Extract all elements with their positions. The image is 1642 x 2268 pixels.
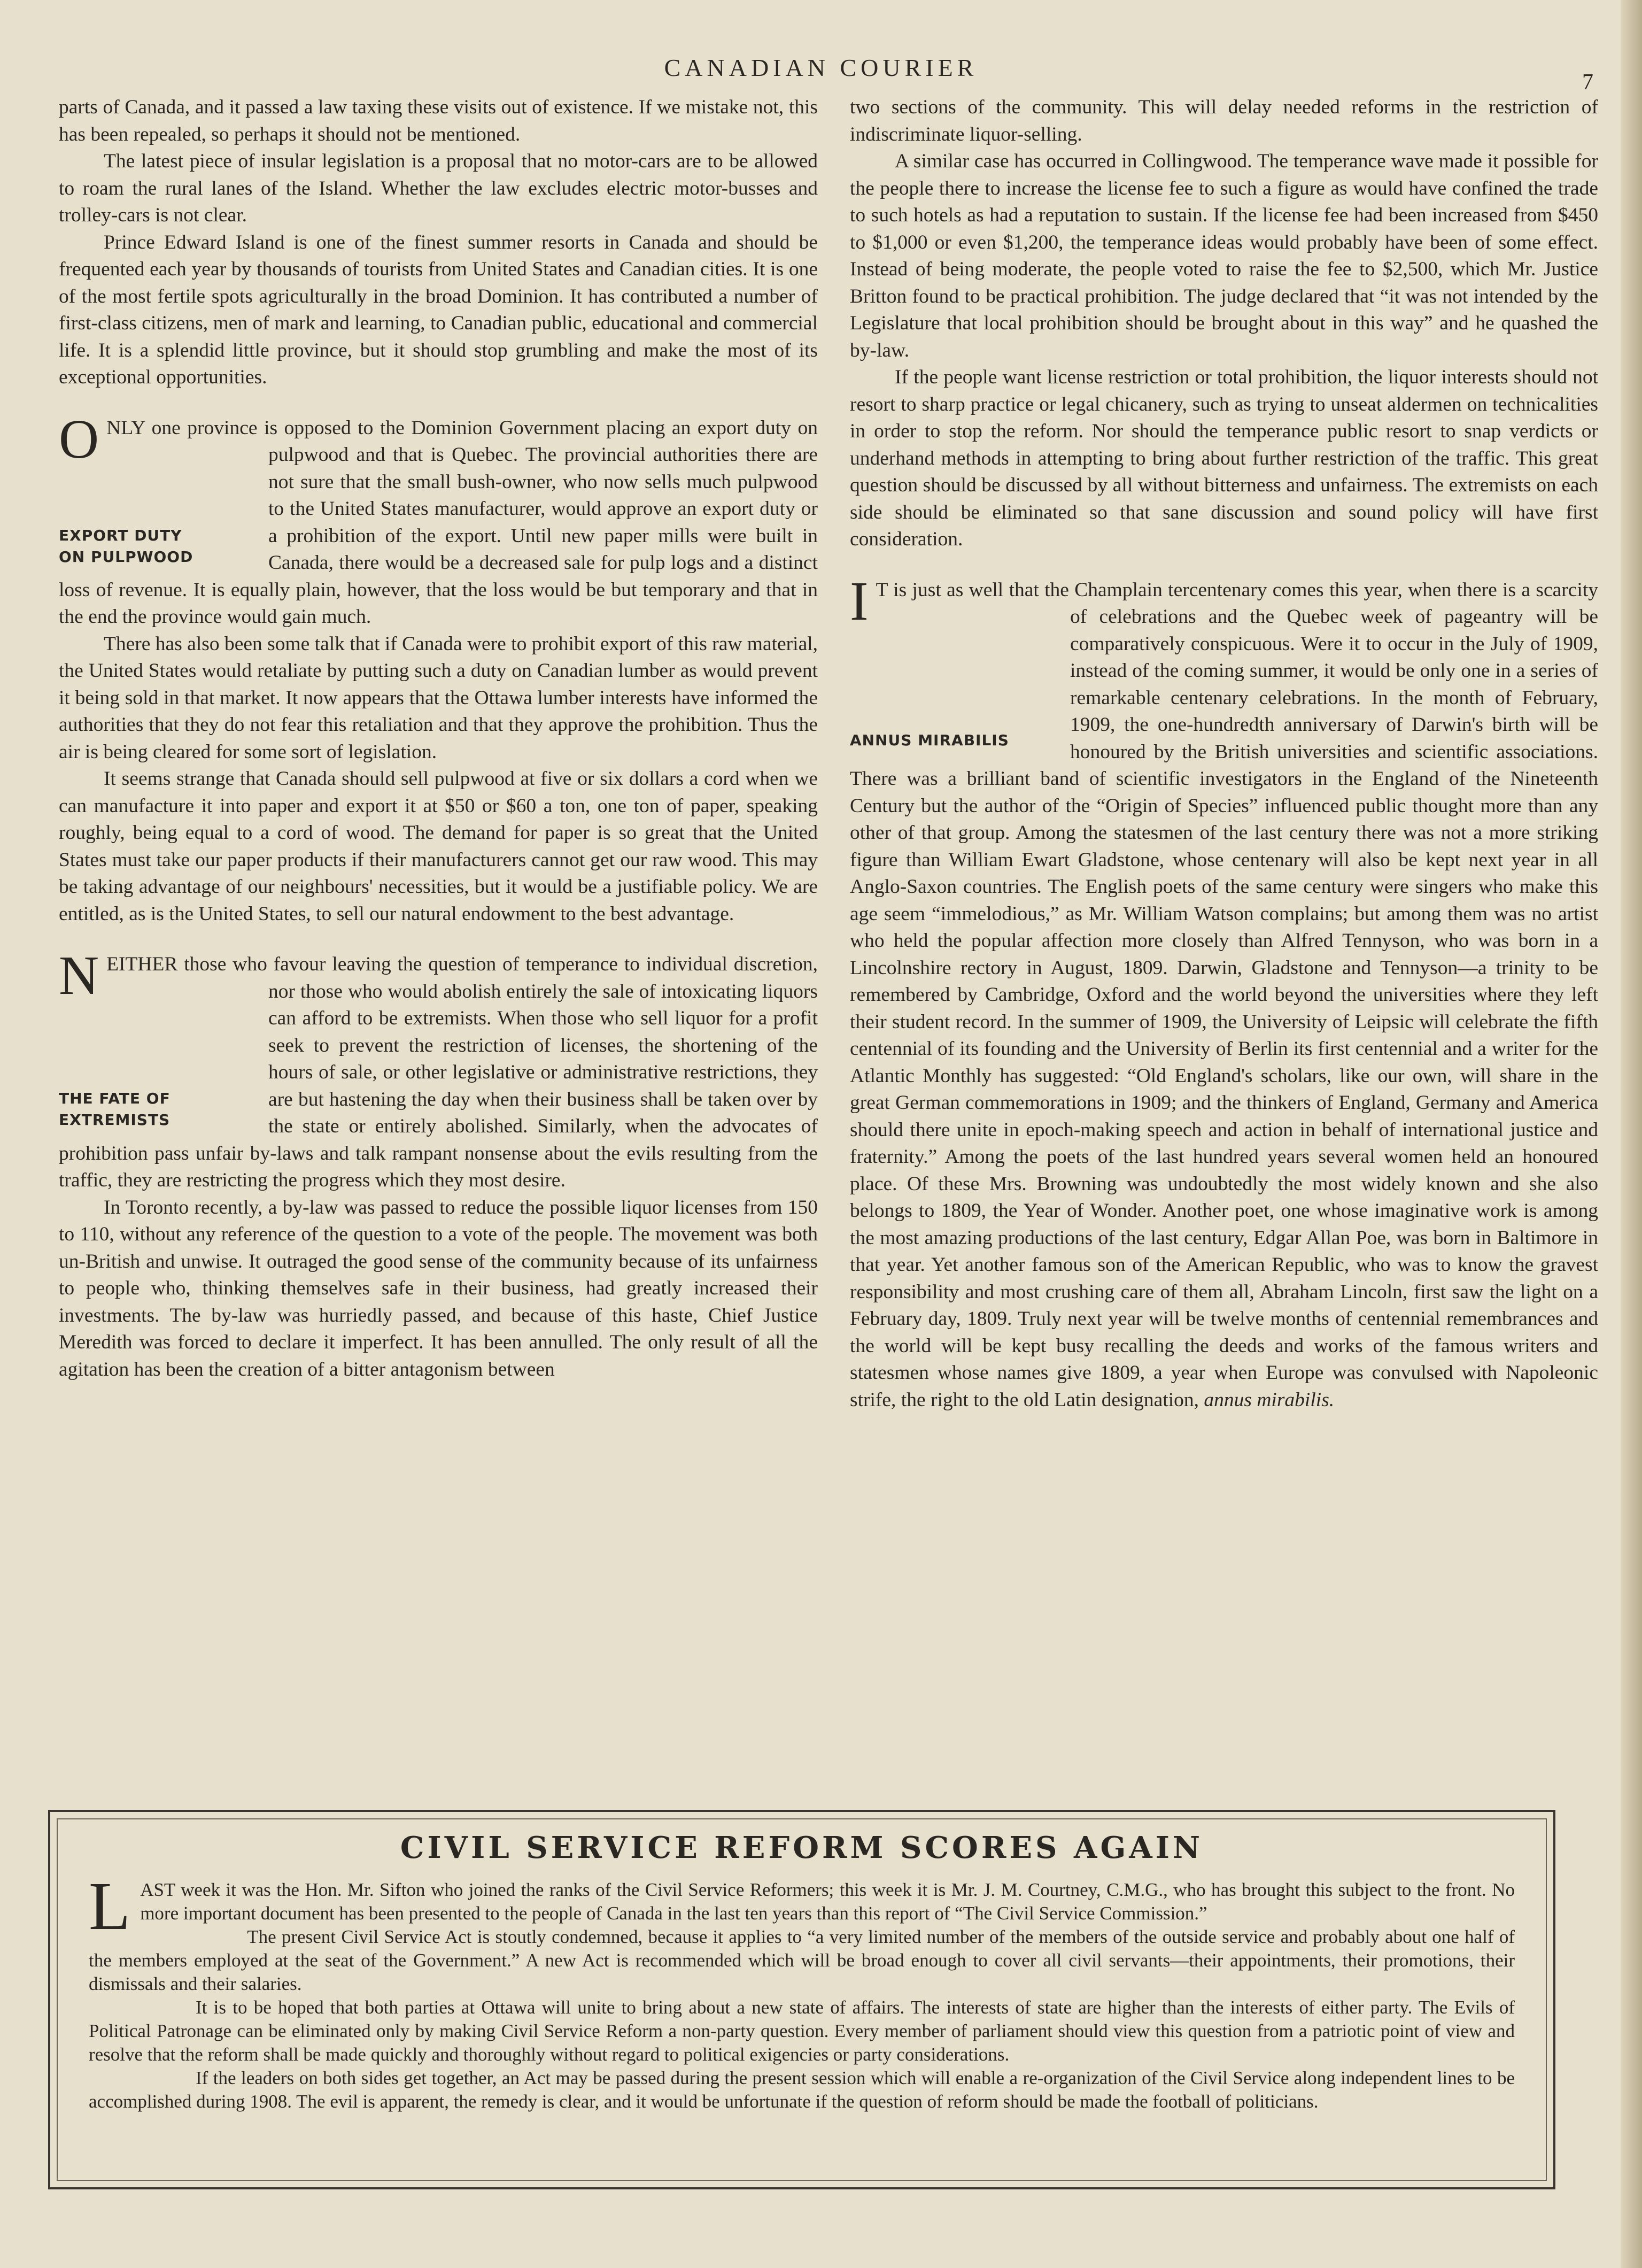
paragraph: The latest piece of insular legislation is a proposal that no motor-cars are to be allowed to roam the rural lanes of the Island. Whether the law excludes electric motor-busses and trolley-cars is not clear.	[59, 150, 818, 226]
export-duty-section	[59, 408, 818, 631]
paragraph: Prince Edward Island is one of the finest summer resorts in Canada and should be frequented each year by thousands of tourists from United States and Canadian cities. It is one of the most fertile spots agriculturally in the broad Dominion. It has contributed a number of first-class citizens, men of mark and learning, to Canadian public, educational and commercial life. It is a splendid little province, but it should stop grumbling and make the most of its exceptional opportunities.	[59, 231, 818, 388]
drop-cap: I	[850, 570, 869, 632]
side-heading-line: EXPORT DUTY	[59, 526, 182, 544]
side-heading-export-duty	[59, 525, 262, 568]
box-paragraph: The present Civil Service Act is stoutly condemned, because it applies to “a very limited number of the members of the outside service and probably about one half of the members employed at the seat of the Government.” A new Act is recommended which will be broad enough to cover all civil servants—their appointments, their promotions, their dismissals and their salaries.	[89, 1926, 1515, 1994]
side-heading-extremists	[59, 1088, 262, 1131]
page-edge	[1621, 0, 1642, 2268]
box-paragraph	[89, 1868, 1515, 1944]
box-paragraph: If the leaders on both sides get together, an Act may be passed during the present session which will enable a re-organization of the Civil Service along independent lines to be accomplished during 1908. The evil is apparent, the remedy is clear, and it would be unfortunate if the question of reform should be made the football of politicians.	[89, 2068, 1515, 2112]
annus-mirabilis-section	[850, 570, 1598, 1414]
side-heading-line: ANNUS MIRABILIS	[850, 731, 1009, 749]
paragraph-text: EITHER those who favour leaving the question of temperance to individual discretion, nor those who would abolish entirely the sale of intoxicating liquors can afford to be extremists. When those who sell liquor for a profit seek to prevent the restriction of licenses, the shortening of the hours of sale, or other legislative or administrative restrictions, they are but hastening the day when their business shall be taken over by the state or entirely abolished. Similarly, when the advocates of prohibition pass unfair by-laws and talk rampant nonsense about the evils resulting from the traffic, they are restricting the progress which they most desire.	[59, 953, 818, 1191]
closing-italic: annus mirabilis.	[1204, 1388, 1335, 1411]
box-inner-frame	[57, 1818, 1547, 2181]
drop-cap: N	[59, 945, 99, 1006]
side-heading-annus-mirabilis	[850, 730, 1064, 751]
paragraph: two sections of the community. This will delay needed reforms in the restriction of indiscriminate liquor-selling.	[850, 96, 1598, 145]
box-body	[89, 1868, 1515, 2113]
box-title: CIVIL SERVICE REFORM SCORES AGAIN	[400, 1830, 1204, 1865]
paragraph: A similar case has occurred in Collingwood. The temperance wave made it possible for the people there to increase the license fee to such a figure as would have confined the trade to such hotels as had a reputation to sustain. If the license fee had been increased from $450 to $1,000 or even $1,200, the temperance ideas would probably have been of some effect. Instead of being moderate, the people voted to raise the fee to $2,500, which Mr. Justice Britton found to be practical prohibition. The judge declared that “it was not intended by the Legislature that local prohibition should be brought about in this way” and he quashed the by-law.	[850, 150, 1598, 361]
drop-cap: O	[59, 408, 99, 470]
side-heading-line: EXTREMISTS	[59, 1111, 171, 1129]
paragraph-text: NLY one province is opposed to the Dominion Government placing an export duty on pulpwood and that is Quebec. The provincial authorities there are not sure that the small bush-owner, who now sells much pulpwood to the United States manufacturer, would approve an export duty or a prohibition of the export. Until new paper mills were built in Canada, there would be a decreased sale for pulp logs and a distinct loss of revenue. It is equally plain, however, that the loss would be but temporary and that in the end the province would gain much.	[59, 416, 818, 628]
paragraph: There has also been some talk that if Canada were to prohibit export of this raw material, the United States would retaliate by putting such a duty on Canadian lumber as would prevent it being sold in that market. It now appears that the Ottawa lumber interests have informed the authorities that they do not fear this retaliation and that they approve the prohibition. Thus the air is being cleared for some sort of legislation.	[59, 632, 818, 763]
civil-service-box	[48, 1810, 1555, 2189]
paragraph-text: T is just as well that the Champlain tercentenary comes this year, when there is a scarcity of celebrations and the Quebec week of pageantry will be comparatively conspicuous. Were it to occur in the July of 1909, instead of the coming summer, it would be only one in a series of remarkable centenary celebrations. In the month of February, 1909, the one-hundredth anniversary of Darwin's birth will be honoured by the British universities and scientific associations. There was a brilliant band of scientific investigators in the England of the Nineteenth Century but the author of the “Origin of Species” influenced public thought more than any other of that group. Among the statesmen of the last century there was not a more striking figure than William Ewart Gladstone, whose centenary will also be kept next year in all Anglo-Saxon countries. The English poets of the same century were singers who make this age seem “immelodious,” as Mr. William Watson complains; but among them was no artist who held the popular affection more closely than Alfred Tennyson, who was born in a Lincolnshire rectory in August, 1809. Darwin, Gladstone and Tennyson—a trinity to be remembered by Cambridge, Oxford and the world beyond the universities where they left their student record. In the summer of 1909, the University of Leipsic will celebrate the fifth centennial of its founding and the University of Berlin its first centennial and a writer for the Atlantic Monthly has suggested: “Old England's scholars, like our own, will share in the great German commemorations in 1909; and the thinkers of England, Germany and America should there unite in epoch-making speech and action in behalf of international justice and fraternity.” Among the poets of the last hundred years several women held an honoured place. Of these Mrs. Browning was undoubtedly the most widely known and she also belongs to 1809, the Year of Wonder. Another poet, one whose imaginative work is among the most amazing productions of the last century, Edgar Allan Poe, was born in Baltimore in that year. Yet another famous son of the American Republic, who was to know the gravest responsibility and most crushing care of them all, Abraham Lincoln, first saw the light on a February day, 1809. Truly next year will be twelve months of centennial remembrances and the world will be kept busy recalling the deeds and works of the famous writers and statesmen whose names give 1809, a year when Europe was convulsed with Napoleonic strife, the right to the old Latin designation,	[850, 578, 1598, 1411]
drop-cap: L	[89, 1868, 131, 1944]
paragraph: In Toronto recently, a by-law was passed to reduce the possible liquor licenses from 150 to 110, without any reference of the question to a vote of the people. The movement was both un-British and unwise. It outraged the good sense of the community because of its unfairness to people who, thinking themselves safe in their business, had greatly increased their investments. The by-law was hurriedly passed, and because of this haste, Chief Justice Meredith was forced to declare it imperfect. It has been annulled. The only result of all the agitation has been the creation of a bitter antagonism between	[59, 1196, 818, 1380]
paragraph-text: AST week it was the Hon. Mr. Sifton who joined the ranks of the Civil Service Reformers; this week it is Mr. J. M. Courtney, C.M.G., who has brought this subject to the front. No more important document has been presented to the people of Canada in the last ten years than this report of “The Civil Service Commission.”	[140, 1879, 1515, 1924]
page-number: 7	[1582, 70, 1593, 95]
right-column	[850, 94, 1598, 1414]
paragraph: If the people want license restriction or total prohibition, the liquor interests should not resort to sharp practice or legal chicanery, such as trying to unseat aldermen on technicalities in order to stop the reform. Nor should the temperance public resort to snap verdicts or underhand methods in attempting to bring about further restriction of the traffic. This great question should be discussed by all without bitterness and unfairness. The extremists on each side should be eliminated so that sane discussion and sound policy will have first consideration.	[850, 366, 1598, 550]
paragraph: It seems strange that Canada should sell pulpwood at five or six dollars a cord when we can manufacture it into paper and export it at $50 or $60 a ton, one ton of paper, speaking roughly, being equal to a cord of wood. The demand for paper is so great that the United States must take our paper products if their manufacturers cannot get our raw wood. This may be taking advantage of our neighbours' necessities, but it would be a justifiable policy. We are entitled, as is the United States, to sell our natural endowment to the best advantage.	[59, 768, 818, 925]
paragraph: parts of Canada, and it passed a law taxing these visits out of existence. If we mistake not, this has been repealed, so perhaps it should not be mentioned.	[59, 96, 818, 145]
publication-title: CANADIAN COURIER	[664, 54, 978, 81]
box-paragraph: It is to be hoped that both parties at Ottawa will unite to bring about a new state of affairs. The interests of state are higher than the interests of either party. The Evils of Political Patronage can be eliminated only by making Civil Service Reform a non-party question. Every member of parliament should view this question from a patriotic point of view and resolve that the reform shall be made quickly and thoroughly without regard to political exigencies or party considerations.	[89, 1997, 1515, 2065]
side-heading-line: ON PULPWOOD	[59, 547, 193, 566]
side-heading-line: THE FATE OF	[59, 1090, 171, 1107]
extremists-section	[59, 945, 818, 1194]
left-column	[59, 94, 818, 1383]
